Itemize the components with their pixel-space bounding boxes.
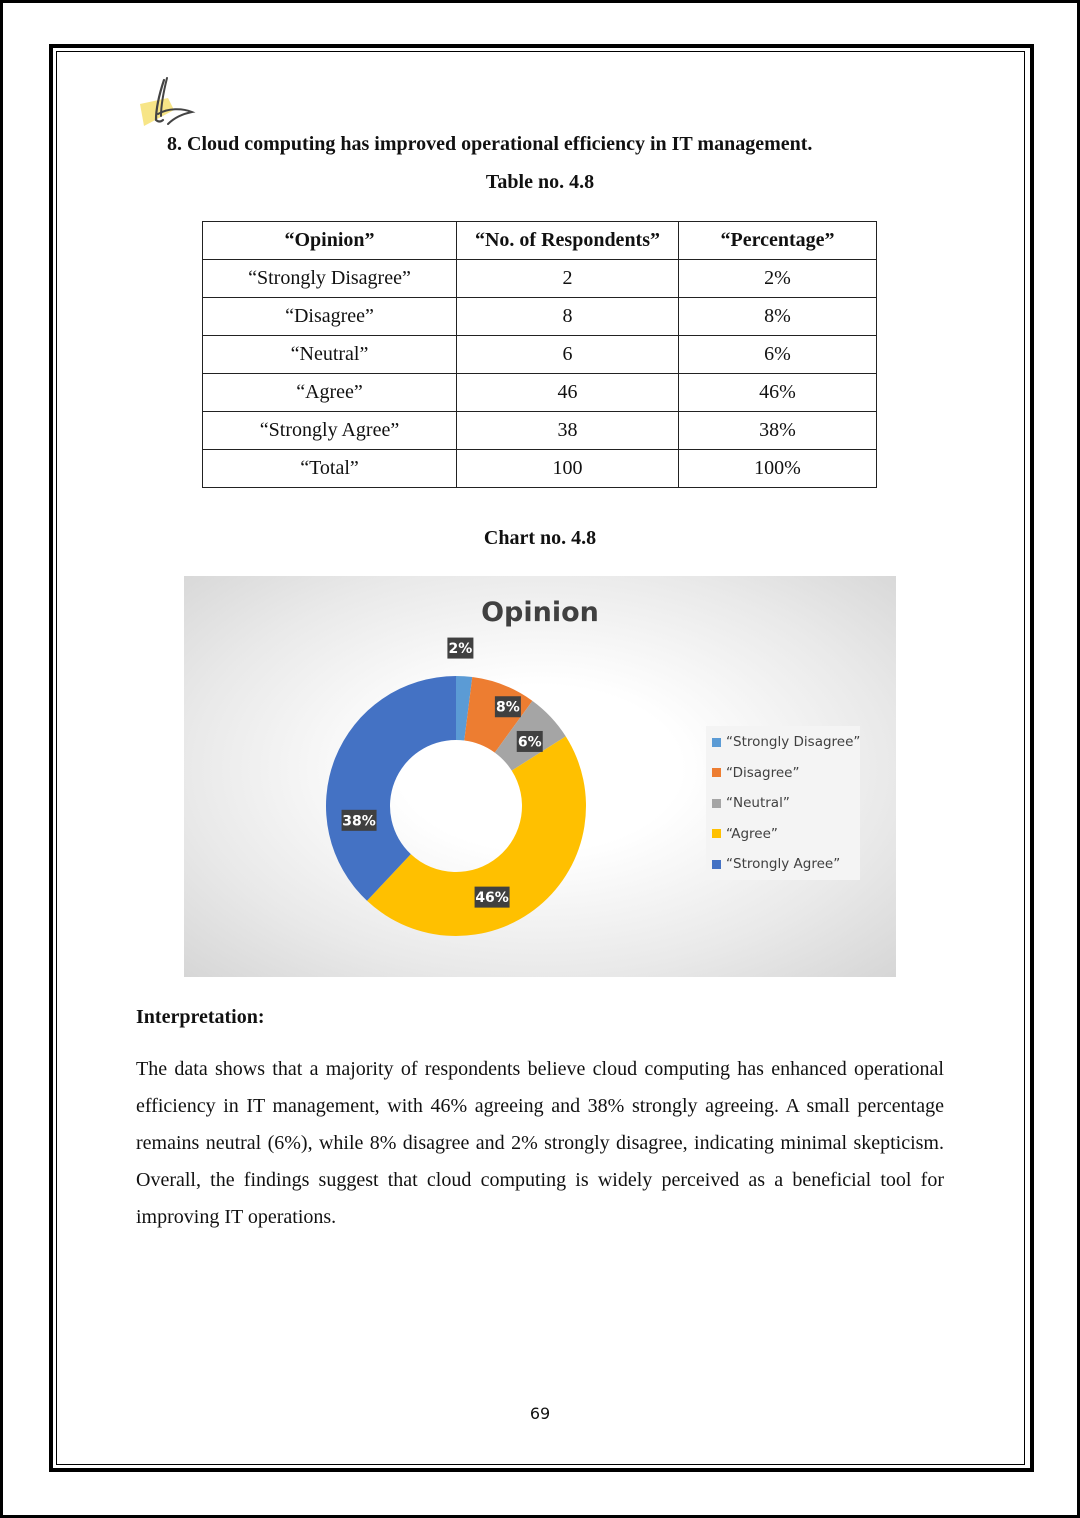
legend-label: “Strongly Agree” bbox=[726, 856, 841, 872]
pen-writing-icon bbox=[134, 74, 204, 132]
legend-item bbox=[712, 825, 778, 843]
cell-respondents: 6 bbox=[457, 336, 679, 374]
doughnut-chart bbox=[184, 576, 896, 977]
cell-opinion: “Total” bbox=[203, 450, 457, 488]
cell-percentage: 100% bbox=[679, 450, 877, 488]
table-row bbox=[203, 298, 877, 336]
table-header-row bbox=[203, 222, 877, 260]
cell-percentage: 2% bbox=[679, 260, 877, 298]
legend-label: “Strongly Disagree” bbox=[726, 734, 861, 750]
cell-opinion: “Neutral” bbox=[203, 336, 457, 374]
cell-respondents: 8 bbox=[457, 298, 679, 336]
doughnut-slice bbox=[326, 676, 456, 901]
cell-respondents: 38 bbox=[457, 412, 679, 450]
table-row bbox=[203, 374, 877, 412]
cell-opinion: “Agree” bbox=[203, 374, 457, 412]
data-label bbox=[447, 638, 473, 659]
chart-legend bbox=[706, 726, 860, 880]
legend-item bbox=[712, 794, 790, 812]
question-heading: 8. Cloud computing has improved operational efficiency in IT management. bbox=[167, 133, 813, 155]
cell-percentage: 8% bbox=[679, 298, 877, 336]
interpretation-heading: Interpretation: bbox=[136, 1006, 265, 1028]
legend-label: “Agree” bbox=[726, 825, 778, 842]
legend-item bbox=[712, 855, 840, 873]
cell-respondents: 2 bbox=[457, 260, 679, 298]
data-label bbox=[342, 810, 377, 831]
header-opinion: “Opinion” bbox=[203, 222, 457, 260]
legend-swatch bbox=[712, 860, 721, 869]
data-label-text: 2% bbox=[448, 641, 473, 658]
data-label-text: 6% bbox=[517, 734, 542, 751]
legend-swatch bbox=[712, 738, 721, 747]
responses-table bbox=[202, 221, 877, 488]
data-label-text: 46% bbox=[475, 890, 509, 907]
data-label-text: 8% bbox=[495, 699, 520, 716]
chart-title: Opinion bbox=[481, 597, 599, 628]
legend-item bbox=[712, 764, 799, 782]
cell-respondents: 46 bbox=[457, 374, 679, 412]
interpretation-text: The data shows that a majority of respondents believe cloud computing has enhanced operational efficiency in IT management, with 46% agreeing and 38% strongly agreeing. A small percentage remains neutral (6%), while 8% disagree and 2% strongly disagree, indicating minimal skepticism. Overall, the findings suggest that cloud computing is widely perceived as a beneficial tool for improving IT operations. bbox=[136, 1058, 944, 1228]
cell-opinion: “Strongly Disagree” bbox=[203, 260, 457, 298]
legend-swatch bbox=[712, 799, 721, 808]
legend-label: “Disagree” bbox=[726, 764, 800, 781]
legend-swatch bbox=[712, 768, 721, 777]
legend-label: “Neutral” bbox=[726, 795, 790, 811]
cell-opinion: “Strongly Agree” bbox=[203, 412, 457, 450]
table-row bbox=[203, 260, 877, 298]
legend-item bbox=[712, 733, 860, 751]
table-row bbox=[203, 450, 877, 488]
page-number: 69 bbox=[529, 1404, 551, 1423]
data-label bbox=[475, 887, 510, 908]
data-label bbox=[517, 731, 543, 752]
table-row bbox=[203, 336, 877, 374]
cell-percentage: 46% bbox=[679, 374, 877, 412]
cell-percentage: 38% bbox=[679, 412, 877, 450]
table-row bbox=[203, 412, 877, 450]
data-label-text: 38% bbox=[342, 813, 376, 830]
header-percentage: “Percentage” bbox=[679, 222, 877, 260]
data-label bbox=[495, 696, 521, 717]
cell-respondents: 100 bbox=[457, 450, 679, 488]
cell-opinion: “Disagree” bbox=[203, 298, 457, 336]
legend-swatch bbox=[712, 829, 721, 838]
cell-percentage: 6% bbox=[679, 336, 877, 374]
table-caption: Table no. 4.8 bbox=[485, 171, 595, 193]
chart-caption: Chart no. 4.8 bbox=[483, 527, 597, 549]
header-respondents: “No. of Respondents” bbox=[457, 222, 679, 260]
